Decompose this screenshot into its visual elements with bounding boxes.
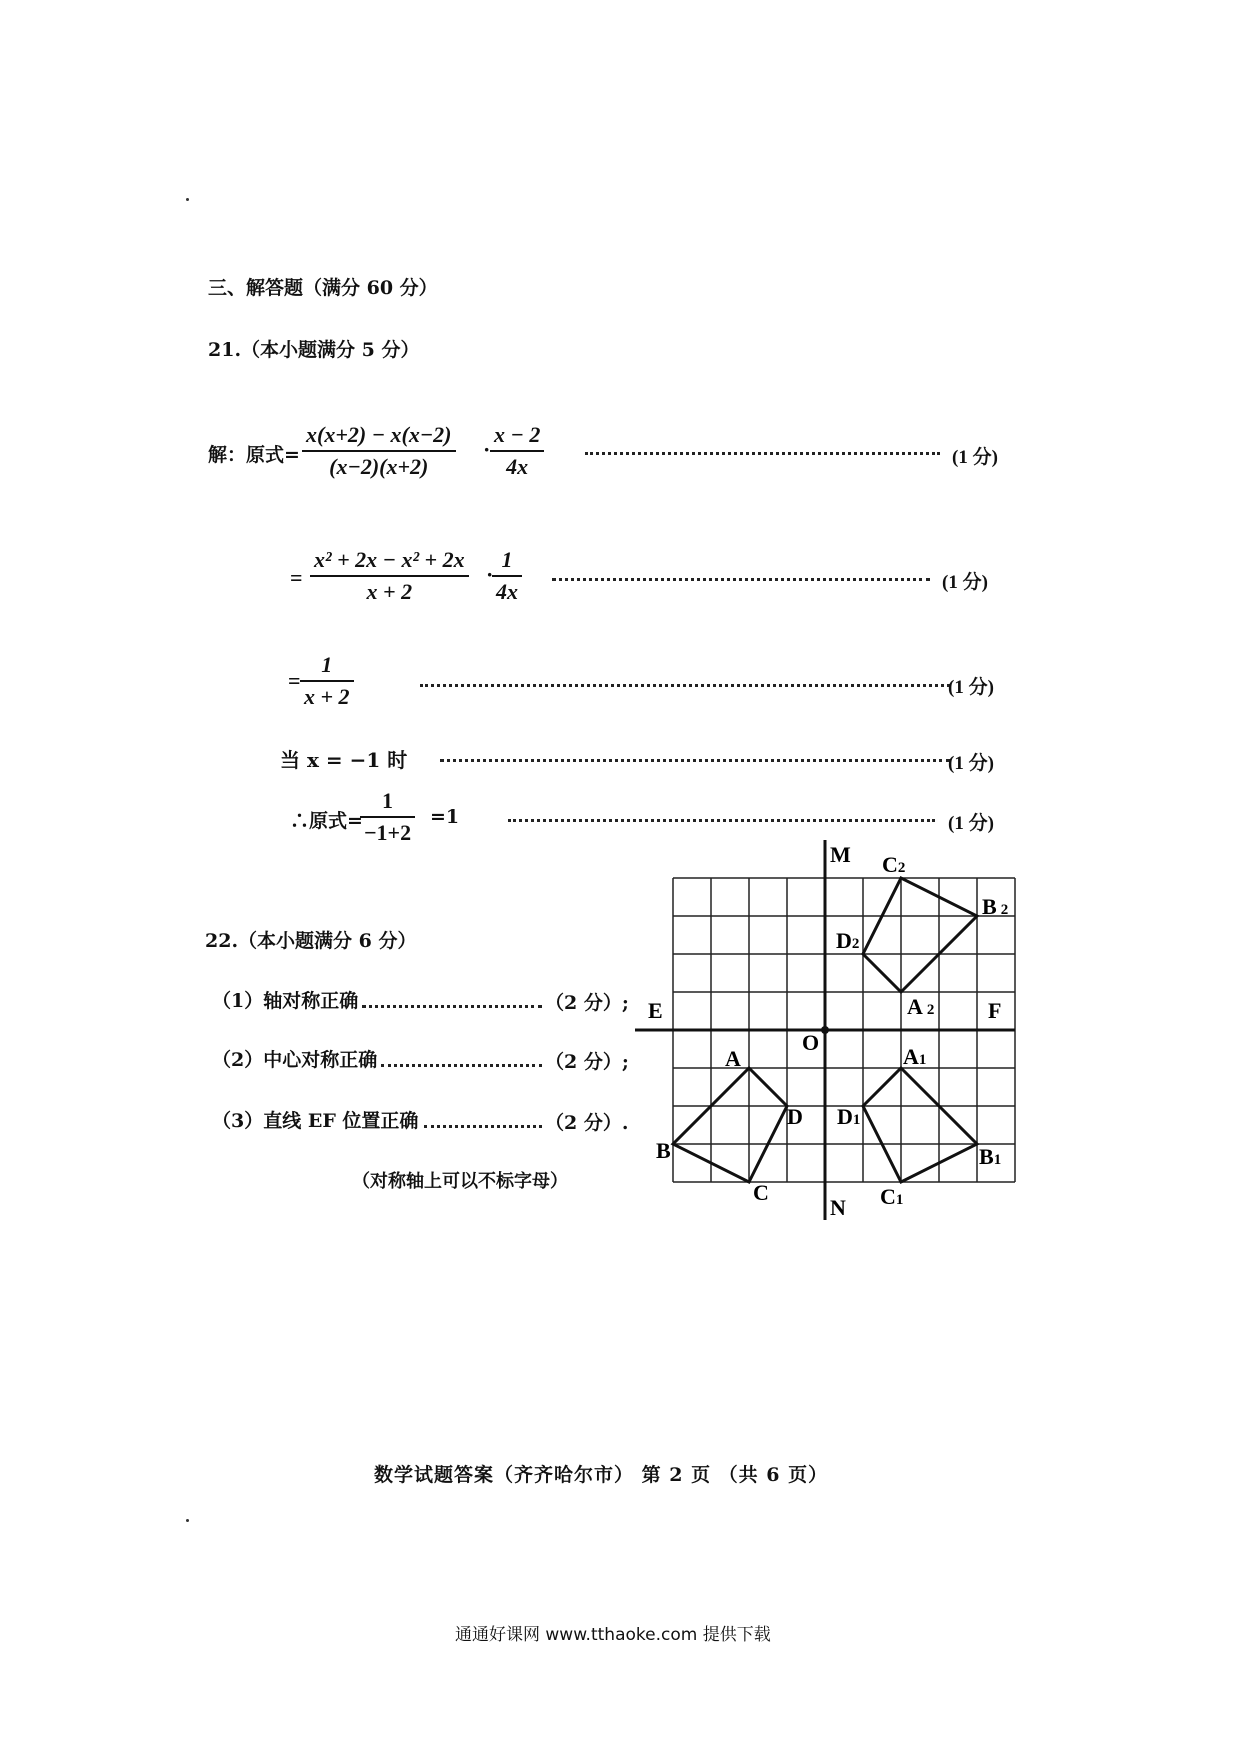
label-a: A	[725, 1046, 741, 1071]
label-b2: B 2	[982, 894, 1009, 919]
multiply-dot: ·	[486, 562, 494, 587]
denominator: 4x	[506, 454, 529, 479]
q22-item-2-score: （2 分）;	[545, 1051, 629, 1073]
quad-abcd	[673, 1068, 787, 1182]
label-d: D	[787, 1104, 803, 1129]
label-c2: C2	[882, 852, 906, 877]
q21-step1-score: (1 分)	[952, 447, 998, 468]
equals-sign: =	[290, 565, 303, 590]
q22-item-2-label: （2）中心对称正确	[212, 1049, 378, 1071]
quad-a2b2c2d2	[863, 878, 977, 992]
q22-item-3-score: （2 分）.	[545, 1112, 629, 1134]
label-o: O	[802, 1030, 820, 1055]
numerator: x² + 2x − x² + 2x	[314, 547, 465, 572]
q22-item-1-score: （2 分）;	[545, 992, 629, 1014]
q21-step4-text: 当 x = −1 时	[280, 748, 408, 772]
denominator: −1+2	[364, 820, 412, 845]
q22-item-1-label: （1）轴对称正确	[212, 990, 359, 1012]
label-a2: A 2	[907, 994, 935, 1019]
q21-intro: 解：原式=	[208, 444, 300, 466]
q21-step2-score: (1 分)	[942, 572, 988, 593]
multiply-dot: ·	[483, 437, 491, 462]
label-b: B	[656, 1138, 671, 1163]
section-title: 三、解答题（满分 60 分）	[208, 277, 438, 299]
label-m: M	[830, 842, 851, 867]
numerator: x − 2	[494, 422, 541, 447]
denominator: (x−2)(x+2)	[329, 454, 429, 479]
label-e: E	[648, 998, 663, 1023]
q22-item-3-label: （3）直线 EF 位置正确	[212, 1110, 419, 1132]
label-c: C	[753, 1180, 769, 1205]
q21-step3-score: (1 分)	[948, 677, 994, 698]
numerator: x(x+2) − x(x−2)	[306, 422, 452, 447]
q22-note: （对称轴上可以不标字母）	[352, 1171, 568, 1192]
q21-step5-score: (1 分)	[948, 813, 994, 834]
label-d1: D1	[837, 1104, 861, 1129]
label-a1: A1	[903, 1044, 927, 1069]
page-footer: 数学试题答案（齐齐哈尔市） 第 2 页 （共 6 页）	[374, 1464, 829, 1486]
label-d2: D2	[836, 928, 860, 953]
equals-sign: =	[288, 668, 301, 693]
download-watermark: 通通好课网 www.tthaoke.com 提供下载	[455, 1625, 771, 1645]
numerator: 1	[501, 547, 513, 572]
numerator: 1	[321, 652, 333, 677]
denominator: x + 2	[366, 579, 413, 604]
denominator: 4x	[496, 579, 518, 604]
quad-a1b1c1d1	[863, 1068, 977, 1182]
label-c1: C1	[880, 1184, 904, 1209]
denominator: x + 2	[304, 684, 350, 709]
label-n: N	[830, 1195, 846, 1220]
q22-header: 22.（本小题满分 6 分）	[205, 930, 417, 952]
q21-step5-prefix: ∴原式=	[290, 810, 363, 832]
q21-step5-suffix: =1	[430, 806, 460, 828]
numerator: 1	[382, 788, 394, 813]
q21-header: 21.（本小题满分 5 分）	[208, 339, 420, 361]
q21-step4-score: (1 分)	[948, 753, 994, 774]
label-b1: B1	[979, 1144, 1002, 1169]
label-f: F	[988, 998, 1002, 1023]
origin-point	[821, 1026, 829, 1034]
